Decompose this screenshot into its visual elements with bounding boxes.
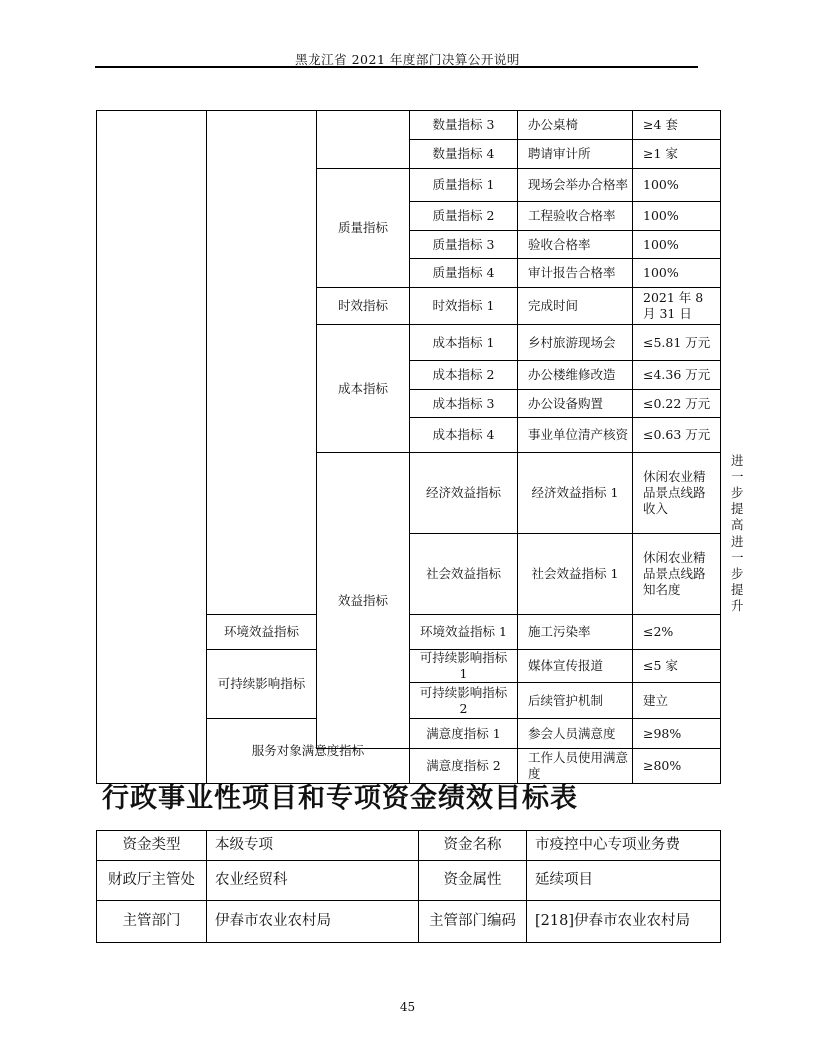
finance-dept-value: 农业经贸科 bbox=[207, 861, 419, 901]
indicator-content: 休闲农业精品景点线路知名度 bbox=[633, 534, 721, 615]
fund-attr-label: 资金属性 bbox=[419, 861, 527, 901]
managing-dept-label: 主管部门 bbox=[97, 901, 207, 943]
indicator-value: 100% bbox=[633, 202, 721, 231]
indicator-name: 成本指标 3 bbox=[410, 390, 518, 418]
page-header: 黑龙江省 2021 年度部门决算公开说明 bbox=[295, 52, 520, 67]
indicator-value: 2021 年 8 月 31 日 bbox=[633, 288, 721, 325]
fund-name-label: 资金名称 bbox=[419, 831, 527, 861]
blank-cell bbox=[97, 111, 207, 784]
indicator-content: 休闲农业精品景点线路收入 bbox=[633, 453, 721, 534]
indicator-content: 办公桌椅 bbox=[518, 111, 633, 140]
subcategory-cell: 经济效益指标 bbox=[410, 453, 518, 534]
indicator-content: 验收合格率 bbox=[518, 231, 633, 259]
indicator-name: 环境效益指标 1 bbox=[410, 615, 518, 650]
indicator-name: 可持续影响指标 1 bbox=[410, 650, 518, 683]
category-cell: 服务对象满意度指标 bbox=[207, 719, 410, 784]
indicator-value: 建立 bbox=[633, 683, 721, 719]
subcategory-cell: 可持续影响指标 bbox=[207, 650, 317, 719]
indicator-name: 数量指标 4 bbox=[410, 140, 518, 169]
indicator-value: 100% bbox=[633, 169, 721, 202]
indicator-value: ≤2% bbox=[633, 615, 721, 650]
indicator-content: 参会人员满意度 bbox=[518, 719, 633, 749]
dept-code-label: 主管部门编码 bbox=[419, 901, 527, 943]
fund-type-value: 本级专项 bbox=[207, 831, 419, 861]
indicator-value: ≥4 套 bbox=[633, 111, 721, 140]
category-cell: 时效指标 bbox=[317, 288, 410, 325]
managing-dept-value: 伊春市农业农村局 bbox=[207, 901, 419, 943]
indicator-value: 100% bbox=[633, 231, 721, 259]
indicator-value: ≥98% bbox=[633, 719, 721, 749]
indicator-content: 完成时间 bbox=[518, 288, 633, 325]
indicator-name: 成本指标 1 bbox=[410, 325, 518, 361]
indicator-value: ≤0.22 万元 bbox=[633, 390, 721, 418]
indicator-name: 满意度指标 2 bbox=[410, 749, 518, 784]
page-number: 45 bbox=[399, 1000, 416, 1014]
indicator-content: 事业单位清产核资 bbox=[518, 418, 633, 453]
indicator-content: 工程验收合格率 bbox=[518, 202, 633, 231]
indicator-name: 质量指标 2 bbox=[410, 202, 518, 231]
indicator-name: 成本指标 4 bbox=[410, 418, 518, 453]
blank-cell bbox=[317, 111, 410, 169]
indicator-content: 聘请审计所 bbox=[518, 140, 633, 169]
indicator-content: 媒体宣传报道 bbox=[518, 650, 633, 683]
indicator-name: 社会效益指标 1 bbox=[518, 534, 633, 615]
indicator-content: 审计报告合格率 bbox=[518, 259, 633, 288]
header-rule bbox=[95, 66, 698, 68]
indicator-content: 现场会举办合格率 bbox=[518, 169, 633, 202]
indicator-value: ≤5.81 万元 bbox=[633, 325, 721, 361]
indicator-content: 办公楼维修改造 bbox=[518, 361, 633, 390]
indicator-content: 乡村旅游现场会 bbox=[518, 325, 633, 361]
indicator-name: 质量指标 4 bbox=[410, 259, 518, 288]
fund-name-value: 市疫控中心专项业务费 bbox=[527, 831, 721, 861]
performance-indicator-table: 数量指标 3 办公桌椅 ≥4 套 数量指标 4 聘请审计所 ≥1 家 质量指标 质量指标 1 现场会举办合格率 100% 质量指标 2 工程验收合格率 100% 质量指标 3 验收合格率 100% 质量指标 4 审计报告合格率 100% 时效指标 时效指标 1 完成时间 2021 年 8 月 31 日 成本指标 成本指标 1 乡村旅游现场会 ≤5.81 万元 成本指标 2 办公楼维修改造 ≤4.36 万元 成本指标 3 办公设备购置 ≤0.22 万元 成本指标 4 事业单位清产核资 ≤0.63 万元 效益指标 经济效益指标 经济效益指标 1 休闲农业精品景点线路收入 进一步提高 社会效益指标 社会效益指标 1 休闲农业精品景点线路知名度 进一步提升 环境效益指标 环境效益指标 1 施工污染率 ≤2% 可持续影响指标 可持续影响指标 1 媒体宣传报道 ≤5 家 可持续影响指标 2 后续管护机制 建立 服务对象满意度指标 满意度指标 1 参会人员满意度 ≥98% 满意度指标 2 工作人员使用满意度 ≥80% bbox=[96, 110, 721, 784]
indicator-name: 经济效益指标 1 bbox=[518, 453, 633, 534]
indicator-content: 后续管护机制 bbox=[518, 683, 633, 719]
fund-attr-value: 延续项目 bbox=[527, 861, 721, 901]
fund-type-label: 资金类型 bbox=[97, 831, 207, 861]
category-cell: 效益指标 bbox=[317, 453, 410, 749]
dept-code-value: [218]伊春市农业农村局 bbox=[527, 901, 721, 943]
indicator-value: ≤4.36 万元 bbox=[633, 361, 721, 390]
indicator-value: ≤5 家 bbox=[633, 650, 721, 683]
indicator-content: 施工污染率 bbox=[518, 615, 633, 650]
finance-dept-label: 财政厅主管处 bbox=[97, 861, 207, 901]
indicator-name: 数量指标 3 bbox=[410, 111, 518, 140]
indicator-name: 质量指标 3 bbox=[410, 231, 518, 259]
category-cell: 成本指标 bbox=[317, 325, 410, 453]
category-cell: 质量指标 bbox=[317, 169, 410, 288]
indicator-name: 成本指标 2 bbox=[410, 361, 518, 390]
indicator-value: ≥80% bbox=[633, 749, 721, 784]
indicator-value: ≥1 家 bbox=[633, 140, 721, 169]
indicator-name: 满意度指标 1 bbox=[410, 719, 518, 749]
subcategory-cell: 环境效益指标 bbox=[207, 615, 317, 650]
indicator-name: 可持续影响指标 2 bbox=[410, 683, 518, 719]
subcategory-cell: 社会效益指标 bbox=[410, 534, 518, 615]
indicator-value: ≤0.63 万元 bbox=[633, 418, 721, 453]
fund-info-table bbox=[96, 830, 721, 943]
indicator-name: 时效指标 1 bbox=[410, 288, 518, 325]
indicator-name: 质量指标 1 bbox=[410, 169, 518, 202]
page-title: 行政事业性项目和专项资金绩效目标表 bbox=[102, 783, 578, 814]
indicator-content: 工作人员使用满意度 bbox=[518, 749, 633, 784]
blank-cell bbox=[207, 111, 317, 615]
indicator-content: 办公设备购置 bbox=[518, 390, 633, 418]
indicator-value: 100% bbox=[633, 259, 721, 288]
